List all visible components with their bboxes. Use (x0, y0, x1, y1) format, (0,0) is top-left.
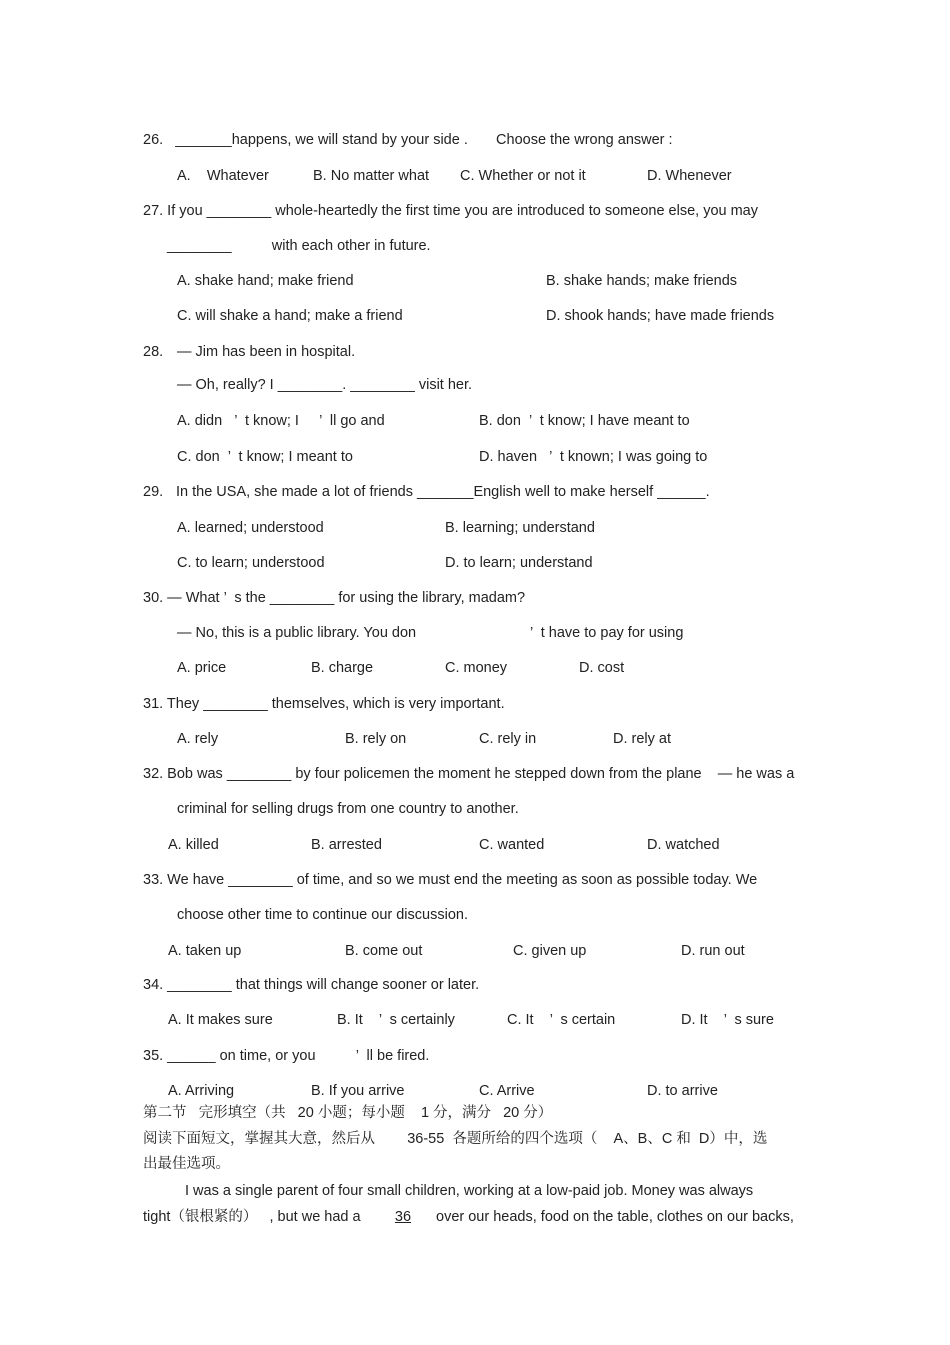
q29-option-b: B. learning; understand (445, 520, 595, 536)
q27-option-c: C. will shake a hand; make a friend (177, 308, 403, 324)
q32-stem-line-1: 32. Bob was ________ by four policemen the moment he stepped down from the plane — he was a (143, 766, 795, 782)
q34-option-c: C. It ’ s certain (507, 1012, 616, 1028)
q26-option-b: B. No matter what (313, 168, 430, 184)
q30-option-c: C. money (445, 660, 508, 676)
q28-option-a: A. didn ’ t know; I ’ ll go and (177, 413, 385, 429)
q32-option-d: D. watched (647, 837, 720, 853)
q31-stem: 31. They ________ themselves, which is very important. (143, 696, 505, 712)
q29-option-c: C. to learn; understood (177, 555, 325, 571)
q35-option-c: C. Arrive (479, 1083, 535, 1099)
passage-line-1: I was a single parent of four small children, working at a low-paid job. Money was always (185, 1183, 754, 1199)
q28-number: 28. (143, 344, 164, 360)
q31-option-c: C. rely in (479, 731, 537, 747)
q34-stem: 34. ________ that things will change sooner or later. (143, 977, 480, 993)
q33-stem-line-2: choose other time to continue our discussion. (177, 907, 468, 923)
q31-option-b: B. rely on (345, 731, 407, 747)
passage-line-2a: tight（银根紧的） , but we had a (143, 1209, 361, 1225)
q28-option-b: B. don ’ t know; I have meant to (479, 413, 690, 429)
q32-option-b: B. arrested (311, 837, 382, 853)
q28-stem-line-1: — Jim has been in hospital. (177, 344, 356, 360)
q32-stem-line-2: criminal for selling drugs from one country to another. (177, 801, 519, 817)
q28-stem-line-2: — Oh, really? I ________. ________ visit her. (177, 377, 473, 393)
q31-option-d: D. rely at (613, 731, 672, 747)
q33-option-c: C. given up (513, 943, 587, 959)
q33-option-b: B. come out (345, 943, 423, 959)
q29-stem: In the USA, she made a lot of friends _______English well to make herself ______. (176, 484, 710, 500)
blank-36: 36 (394, 1209, 412, 1225)
passage-line-2b: over our heads, food on the table, clothes on our backs, (436, 1209, 794, 1225)
q35-stem: 35. ______ on time, or you ’ ll be fired. (143, 1048, 430, 1064)
q30-stem-line-1: 30. — What ’ s the ________ for using the library, madam? (143, 590, 526, 606)
q30-option-b: B. charge (311, 660, 374, 676)
q34-option-d: D. It ’ s sure (681, 1012, 774, 1028)
q30-stem-line-2b: ’ t have to pay for using (530, 625, 684, 641)
q29-option-a: A. learned; understood (177, 520, 324, 536)
q33-option-a: A. taken up (168, 943, 242, 959)
q29-option-d: D. to learn; understand (445, 555, 593, 571)
q34-option-b: B. It ’ s certainly (337, 1012, 455, 1028)
q30-option-d: D. cost (579, 660, 625, 676)
q33-option-d: D. run out (681, 943, 745, 959)
q34-option-a: A. It makes sure (168, 1012, 273, 1028)
q26-stem: 26. _______happens, we will stand by your side . Choose the wrong answer : (143, 132, 673, 148)
q27-stem-line-1: 27. If you ________ whole-heartedly the first time you are introduced to someone else, you may (143, 203, 758, 219)
q35-option-d: D. to arrive (647, 1083, 718, 1099)
q27-option-a: A. shake hand; make friend (177, 273, 354, 289)
q26-option-a: A. Whatever (177, 168, 269, 184)
q35-option-a: A. Arriving (168, 1083, 235, 1099)
instruction-line-2: 出最佳选项。 (143, 1156, 230, 1172)
q30-option-a: A. price (177, 660, 227, 676)
q29-number: 29. (143, 484, 164, 500)
q33-stem-line-1: 33. We have ________ of time, and so we must end the meeting as soon as possible today. We (143, 872, 758, 888)
q30-stem-line-2a: — No, this is a public library. You don (177, 625, 417, 641)
section-heading: 第二节 完形填空（共 20 小题；每小题 1 分，满分 20 分） (143, 1105, 553, 1121)
q28-option-d: D. haven ’ t known; I was going to (479, 449, 708, 465)
instruction-line-1: 阅读下面短文，掌握其大意，然后从 36-55 各题所给的四个选项（ A、B、C 和 D）中，选 (143, 1131, 768, 1147)
q32-option-a: A. killed (168, 837, 219, 853)
q28-option-c: C. don ’ t know; I meant to (177, 449, 353, 465)
q26-option-c: C. Whether or not it (460, 168, 586, 184)
q31-option-a: A. rely (177, 731, 219, 747)
q35-option-b: B. If you arrive (311, 1083, 405, 1099)
q27-option-b: B. shake hands; make friends (546, 273, 738, 289)
q26-option-d: D. Whenever (647, 168, 732, 184)
q32-option-c: C. wanted (479, 837, 545, 853)
q27-stem-line-2: ________ with each other in future. (167, 238, 431, 254)
q27-option-d: D. shook hands; have made friends (546, 308, 775, 324)
